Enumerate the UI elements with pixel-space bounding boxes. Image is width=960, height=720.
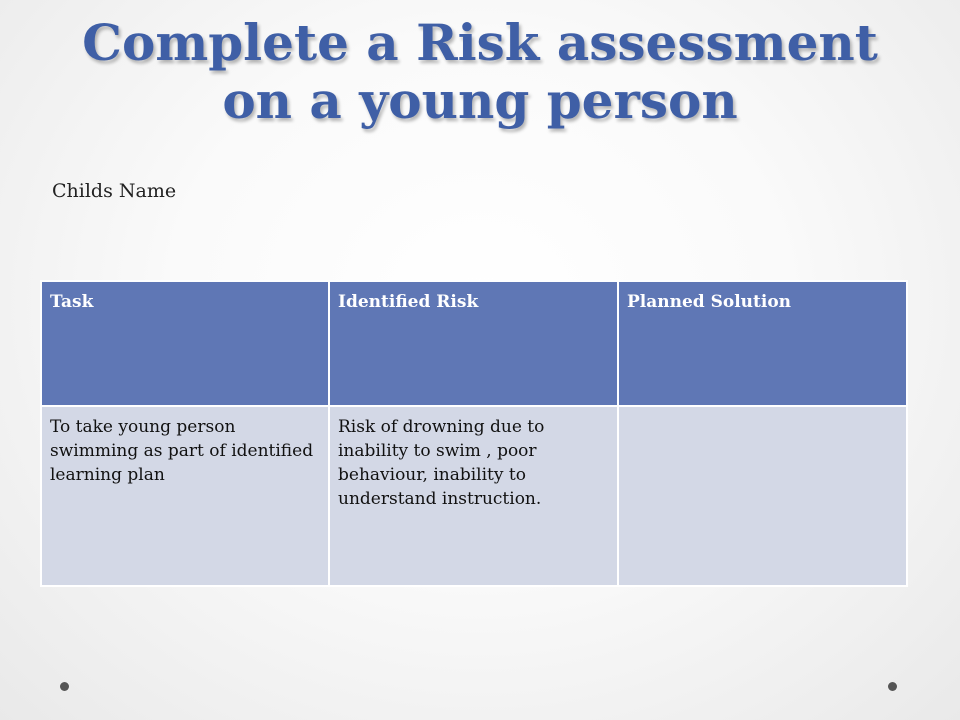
child-name-label: Childs Name (52, 180, 177, 202)
header-task: Task (41, 281, 329, 406)
table-row (41, 406, 907, 586)
risk-assessment-table (40, 280, 908, 587)
bottom-left-dot-decoration (60, 682, 69, 691)
cell-identified-risk: Risk of drowning due to inability to swim , poor behaviour, inability to understand instruction. (329, 406, 618, 586)
cell-planned-solution (618, 406, 907, 586)
title-line-2: on a young person (222, 71, 738, 130)
header-identified-risk: Identified Risk (329, 281, 618, 406)
header-planned-solution: Planned Solution (618, 281, 907, 406)
slide-title (30, 14, 930, 130)
title-line-1: Complete a Risk assessment (82, 13, 878, 72)
table-header-row (41, 281, 907, 406)
cell-task: To take young person swimming as part of identified learning plan (41, 406, 329, 586)
bottom-right-dot-decoration (888, 682, 897, 691)
